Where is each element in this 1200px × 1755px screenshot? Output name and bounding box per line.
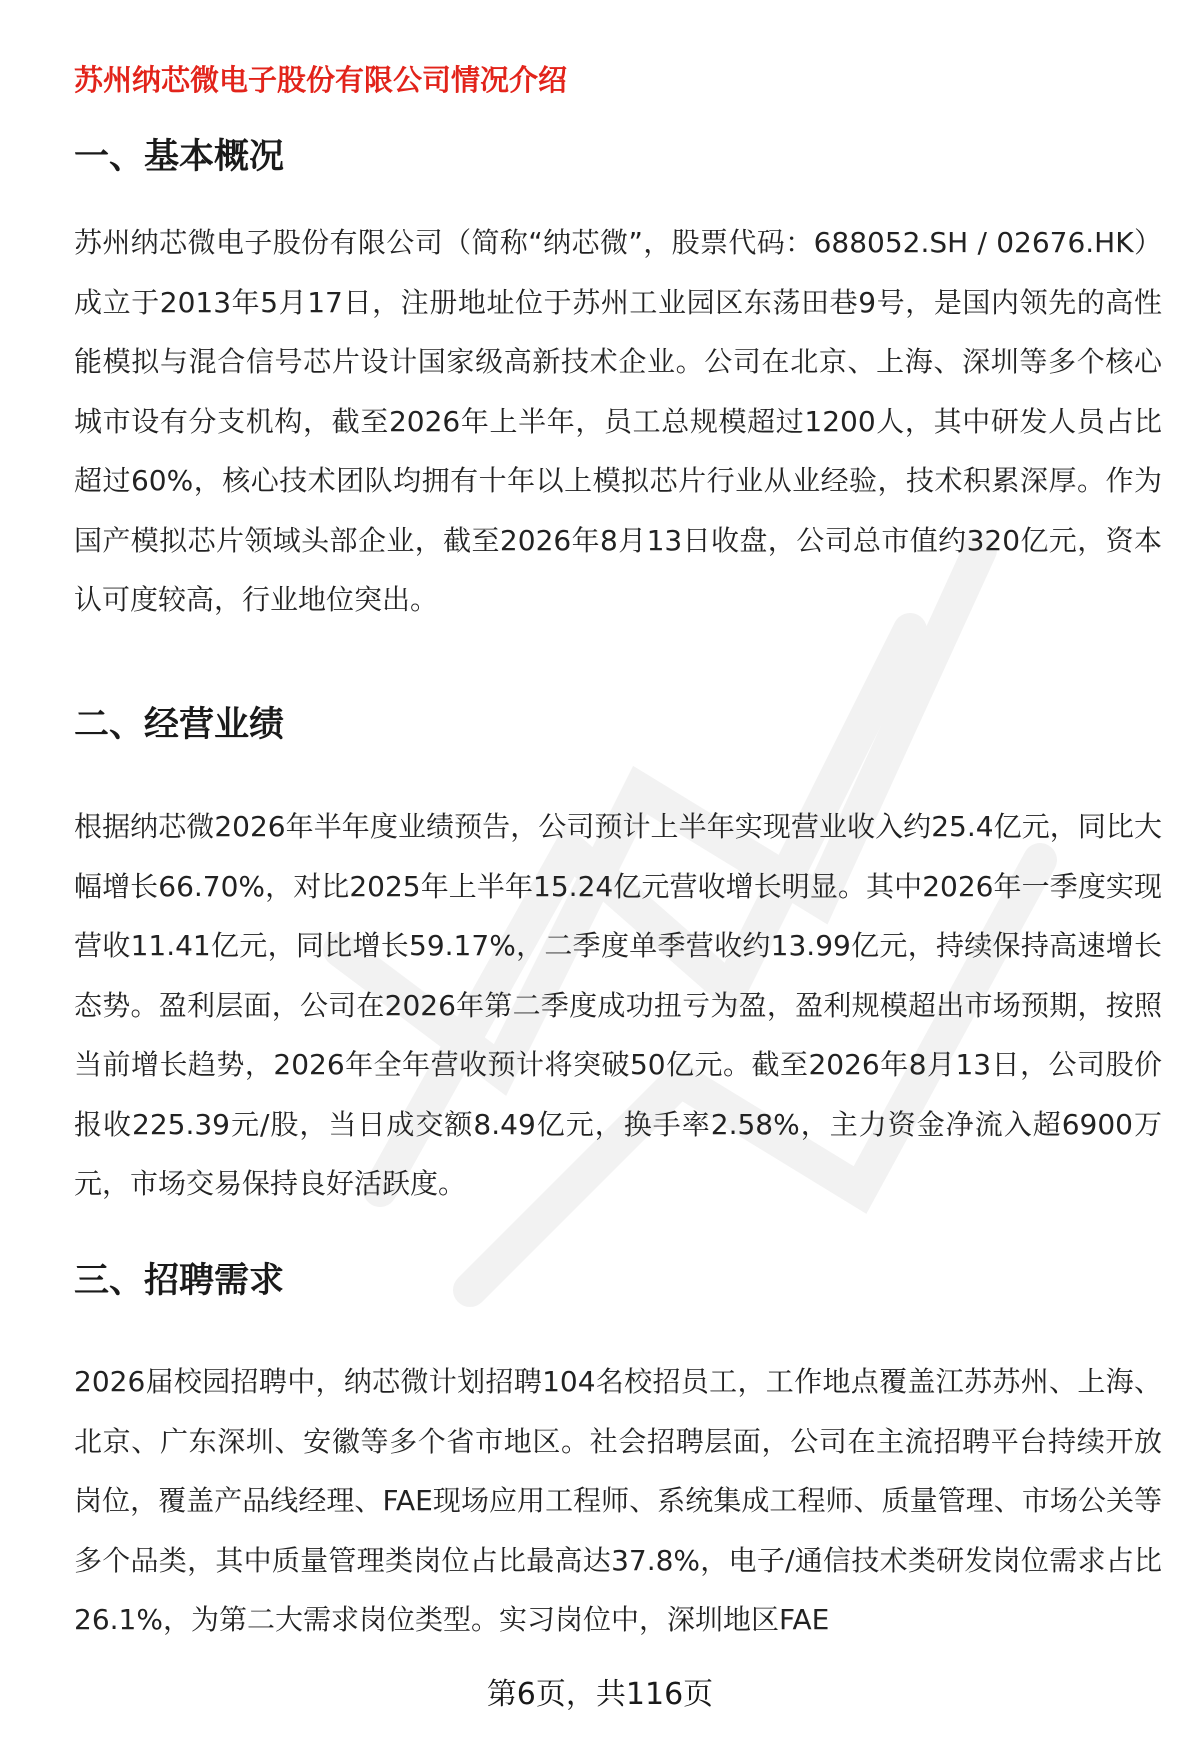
section-heading-recruitment: 三、招聘需求 xyxy=(74,1261,285,1301)
section-body-business-performance: 根据纳芯微2026年半年度业绩预告，公司预计上半年实现营业收入约25.4亿元，同比大幅增长66.70%，对比2025年上半年15.24亿元营收增长明显。其中2026年一季度实现营收11.41亿元，同比增长59.17%，二季度单季营收约13.99亿元，持续保持高速增长态势。盈利层面，公司在2026年第二季度成功扭亏为盈，盈利规模超出市场预期，按照当前增长趋势，2026年全年营收预计将突破50亿元。截至2026年8月13日，公司股价报收225.39元/股，当日成交额8.49亿元，换手率2.58%，主力资金净流入超6900万元，市场交易保持良好活跃度。 xyxy=(74,810,1162,1200)
document-title: 苏州纳芯微电子股份有限公司情况介绍 xyxy=(74,63,568,97)
section-heading-basic-overview: 一、基本概况 xyxy=(74,137,285,177)
section-body-basic-overview: 苏州纳芯微电子股份有限公司（简称“纳芯微”，股票代码：688052.SH / 02676.HK）成立于2013年5月17日，注册地址位于苏州工业园区东荡田巷9号，是国内领先的高性能模拟与混合信号芯片设计国家级高新技术企业。公司在北京、上海、深圳等多个核心城市设有分支机构，截至2026年上半年，员工总规模超过1200人，其中研发人员占比超过60%，核心技术团队均拥有十年以上模拟芯片行业从业经验，技术积累深厚。作为国产模拟芯片领域头部企业，截至2026年8月13日收盘，公司总市值约320亿元，资本认可度较高，行业地位突出。 xyxy=(74,226,1162,616)
section-heading-business-performance: 二、经营业绩 xyxy=(74,705,285,745)
section-body-recruitment: 2026届校园招聘中，纳芯微计划招聘104名校招员工，工作地点覆盖江苏苏州、上海、北京、广东深圳、安徽等多个省市地区。社会招聘层面，公司在主流招聘平台持续开放岗位，覆盖产品线经理、FAE现场应用工程师、系统集成工程师、质量管理、市场公关等多个品类，其中质量管理类岗位占比最高达37.8%，电子/通信技术类研发岗位需求占比26.1%，为第二大需求岗位类型。实习岗位中，深圳地区FAE xyxy=(74,1365,1162,1636)
page-number-footer: 第6页，共116页 xyxy=(486,1677,714,1712)
